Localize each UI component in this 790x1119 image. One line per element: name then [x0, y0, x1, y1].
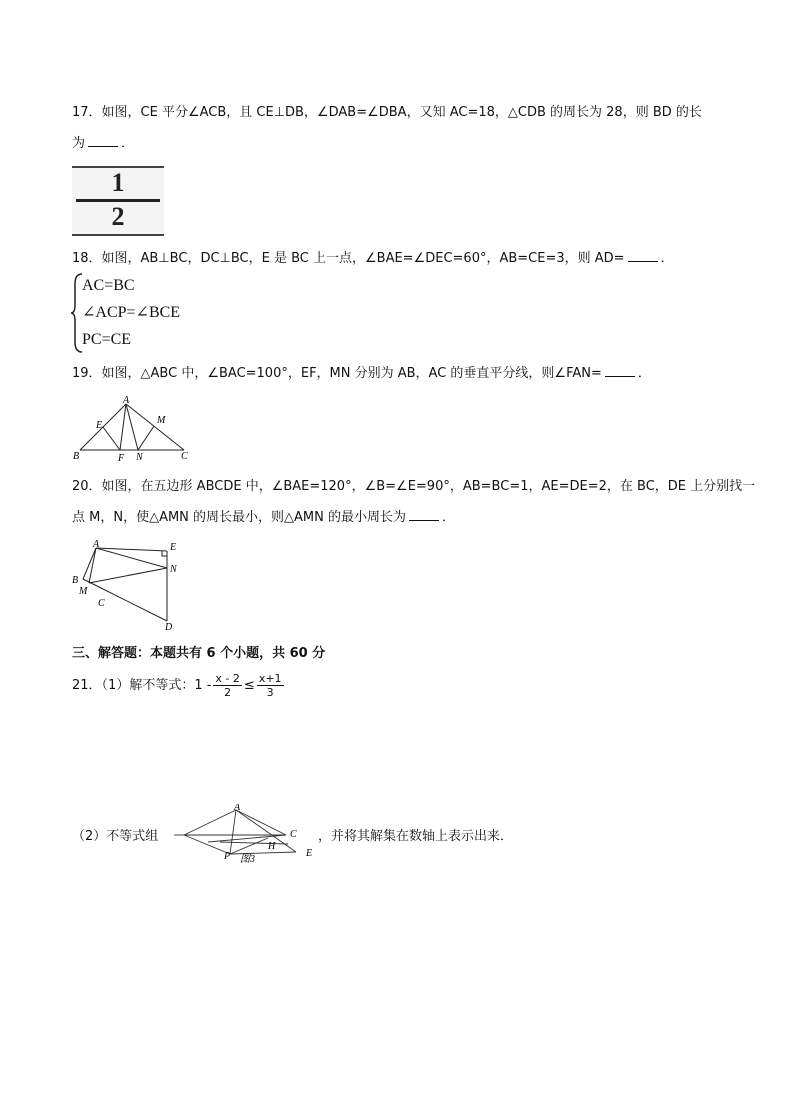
- q21-inequality-system-image: [168, 804, 318, 864]
- label-N: N: [136, 452, 143, 462]
- q19-text: 19．如图，△ABC 中，∠BAC=100°，EF，MN 分别为 AB，AC 的垂直平分线，则∠FAN=: [72, 366, 602, 381]
- q20-line2-prefix: 点 M，N，使△AMN 的周长最小，则△AMN 的最小周长为: [72, 510, 407, 525]
- q18-line: [72, 249, 674, 268]
- system-line-3: PC=CE: [82, 331, 132, 348]
- q21-frac2-num: x+1: [258, 672, 282, 685]
- q20-line2: [72, 508, 455, 527]
- fraction-image-num: 1: [111, 168, 125, 197]
- label-E: E: [96, 420, 103, 431]
- label-A: A: [93, 539, 100, 550]
- answer-blank: [628, 249, 658, 262]
- q21-part1: [72, 672, 286, 699]
- label-H: H: [268, 841, 276, 852]
- section3-heading: 三、解答题：本题共有 6 个小题，共 60 分: [72, 646, 326, 661]
- q18-text: 18．如图，AB⊥BC，DC⊥BC，E 是 BC 上一点，∠BAE=∠DEC=60°，AB=CE=3，则 AD=: [72, 251, 625, 266]
- fraction-image-den: 2: [111, 202, 125, 231]
- answer-blank: [88, 134, 118, 147]
- q21-frac1-den: 2: [224, 686, 232, 699]
- label-E: E: [306, 848, 313, 859]
- q21-frac1-num: x - 2: [215, 672, 240, 685]
- label-E: E: [170, 542, 177, 553]
- label-C: C: [290, 829, 297, 840]
- equation-system: [82, 272, 180, 353]
- fraction-image: [72, 166, 164, 236]
- q21-leq: ≤: [243, 677, 255, 693]
- label-A: A: [123, 395, 130, 406]
- q21-frac1: [213, 672, 241, 699]
- label-N: N: [170, 564, 177, 575]
- q17-line1: 17．如图，CE 平分∠ACB，且 CE⊥DB，∠DAB=∠DBA，又知 AC=18，△CDB 的周长为 28，则 BD 的长: [72, 105, 702, 120]
- q20-line1: 20．如图，在五边形 ABCDE 中，∠BAE=120°，∠B=∠E=90°，AB=BC=1，AE=DE=2，在 BC，DE 上分别找一: [72, 479, 756, 494]
- q17-line2-prefix: 为: [72, 136, 86, 151]
- label-F: F: [118, 453, 125, 462]
- q19-suffix: ．: [637, 366, 651, 381]
- label-A: A: [234, 804, 241, 813]
- q17-line2: [72, 134, 134, 153]
- label-C: C: [98, 598, 105, 609]
- figure-caption: 图3: [240, 854, 255, 864]
- label-M: M: [157, 415, 166, 426]
- q20-pentagon-diagram: [66, 538, 186, 634]
- label-D: D: [165, 622, 173, 633]
- label-M: M: [79, 586, 88, 597]
- q21-part2-suffix: ，并将其解集在数轴上表示出来．: [318, 829, 514, 844]
- q19-line: [72, 364, 651, 383]
- q21-frac2: [257, 672, 284, 699]
- q17-line2-suffix: ．: [121, 136, 135, 151]
- q21-frac2-den: 3: [266, 686, 274, 699]
- q21-part1-prefix: 21．（1）解不等式：1 -: [72, 677, 212, 693]
- answer-blank: [409, 508, 439, 521]
- q18-suffix: ．: [660, 251, 674, 266]
- label-B: B: [72, 575, 79, 586]
- q21-part2-prefix: （2）不等式组: [72, 829, 159, 844]
- label-B: B: [73, 451, 80, 462]
- answer-blank: [605, 364, 635, 377]
- label-C: C: [181, 451, 188, 462]
- system-line-2: ∠ACP=∠BCE: [82, 304, 181, 321]
- system-line-1: AC=BC: [82, 277, 135, 294]
- q20-line2-suffix: ．: [442, 510, 456, 525]
- label-P: P: [224, 851, 231, 862]
- q19-triangle-diagram: [70, 394, 195, 462]
